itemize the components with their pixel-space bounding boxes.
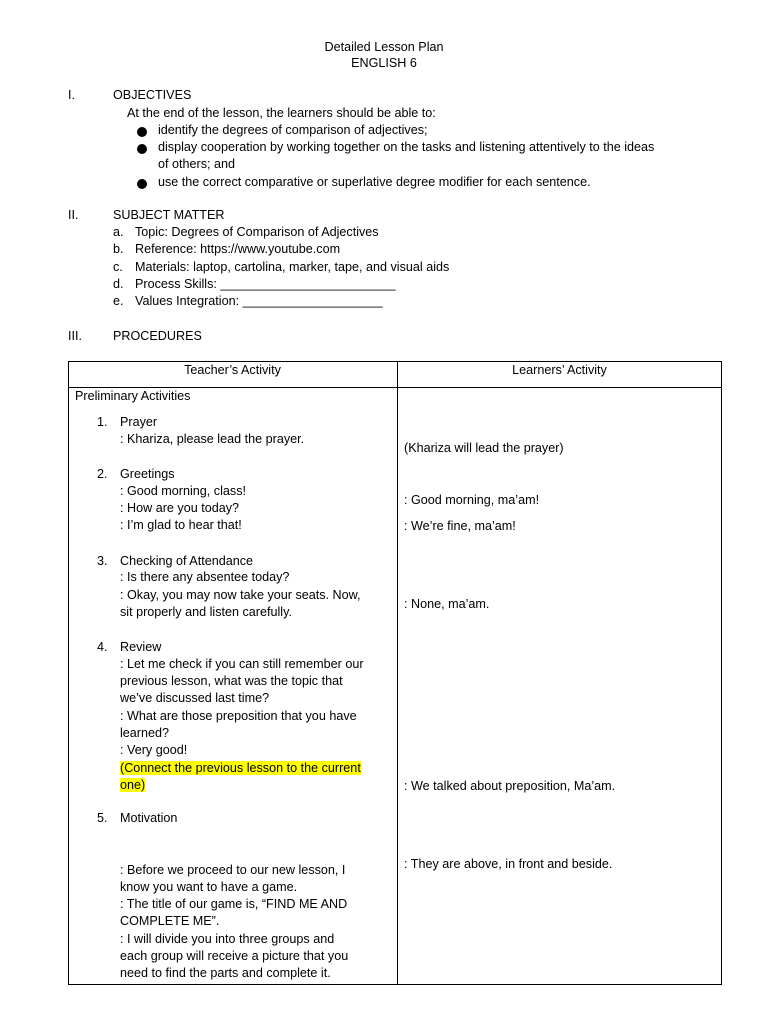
highlighted-note: (Connect the previous lesson to the current	[120, 761, 361, 775]
objective-item: display cooperation by working together on the tasks and listening attentively to the ideas	[158, 140, 655, 154]
learner-activity-header: Learners’ Activity	[512, 363, 607, 377]
subject-matter-heading: SUBJECT MATTER	[113, 208, 225, 222]
document-subtitle: ENGLISH 6	[351, 56, 417, 70]
teacher-line: : Before we proceed to our new lesson, I	[120, 863, 346, 877]
step-number: 5.	[97, 811, 108, 825]
objective-item: use the correct comparative or superlative degree modifier for each sentence.	[158, 175, 591, 189]
teacher-line: we’ve discussed last time?	[120, 691, 270, 705]
subject-letter: d.	[113, 277, 124, 291]
document-title: Detailed Lesson Plan	[324, 40, 444, 54]
procedures-heading: PROCEDURES	[113, 329, 202, 343]
teacher-line: COMPLETE ME”.	[120, 914, 220, 928]
learner-response: (Khariza will lead the prayer)	[404, 441, 564, 455]
step-number: 1.	[97, 415, 108, 429]
subject-values-integration: Values Integration: ____________________	[135, 294, 383, 308]
teacher-line: learned?	[120, 726, 170, 740]
teacher-line: previous lesson, what was the topic that	[120, 674, 343, 688]
header-divider	[69, 387, 721, 388]
subject-matter-numeral: II.	[68, 208, 79, 222]
objective-item-continued: of others; and	[158, 157, 236, 171]
teacher-line: : Okay, you may now take your seats. Now,	[120, 588, 361, 602]
step-number: 3.	[97, 554, 108, 568]
step-title-review: Review	[120, 640, 162, 654]
step-number: 2.	[97, 467, 108, 481]
teacher-line: : Is there any absentee today?	[120, 570, 290, 584]
column-divider	[397, 362, 398, 984]
objectives-heading: OBJECTIVES	[113, 88, 192, 102]
teacher-line: : How are you today?	[120, 501, 240, 515]
step-title-attendance: Checking of Attendance	[120, 554, 254, 568]
teacher-line: : I’m glad to hear that!	[120, 518, 242, 532]
teacher-line: : Good morning, class!	[120, 484, 246, 498]
teacher-line: : What are those preposition that you have	[120, 709, 357, 723]
subject-letter: b.	[113, 242, 124, 256]
procedures-numeral: III.	[68, 329, 82, 343]
teacher-line: : Let me check if you can still remember our	[120, 657, 364, 671]
learner-response: : Good morning, ma’am!	[404, 493, 540, 507]
teacher-line: : Very good!	[120, 743, 188, 757]
learner-response: : None, ma’am.	[404, 597, 490, 611]
subject-topic: Topic: Degrees of Comparison of Adjectives	[135, 225, 379, 239]
objectives-numeral: I.	[68, 88, 75, 102]
learner-response: : We’re fine, ma’am!	[404, 519, 516, 533]
step-title-prayer: Prayer	[120, 415, 158, 429]
bullet-icon	[137, 144, 147, 154]
teacher-line: each group will receive a picture that you	[120, 949, 349, 963]
learner-response: : They are above, in front and beside.	[404, 857, 613, 871]
teacher-line: : Khariza, please lead the prayer.	[120, 432, 305, 446]
teacher-line: : I will divide you into three groups and	[120, 932, 335, 946]
step-number: 4.	[97, 640, 108, 654]
subject-process-skills: Process Skills: _________________________	[135, 277, 396, 291]
teacher-line: know you want to have a game.	[120, 880, 298, 894]
teacher-line: sit properly and listen carefully.	[120, 605, 292, 619]
subject-letter: c.	[113, 260, 123, 274]
step-title-motivation: Motivation	[120, 811, 178, 825]
teacher-activity-header: Teacher’s Activity	[184, 363, 281, 377]
highlighted-note: one)	[120, 778, 146, 792]
step-title-greetings: Greetings	[120, 467, 175, 481]
subject-letter: e.	[113, 294, 124, 308]
preliminary-activities-label: Preliminary Activities	[75, 389, 191, 403]
bullet-icon	[137, 127, 147, 137]
learner-response: : We talked about preposition, Ma’am.	[404, 779, 616, 793]
subject-materials: Materials: laptop, cartolina, marker, tape, and visual aids	[135, 260, 450, 274]
teacher-line: need to find the parts and complete it.	[120, 966, 331, 980]
subject-reference: Reference: https://www.youtube.com	[135, 242, 341, 256]
bullet-icon	[137, 179, 147, 189]
objective-item: identify the degrees of comparison of adjectives;	[158, 123, 428, 137]
objectives-intro: At the end of the lesson, the learners should be able to:	[127, 106, 436, 120]
teacher-line: : The title of our game is, “FIND ME AND	[120, 897, 348, 911]
subject-letter: a.	[113, 225, 124, 239]
